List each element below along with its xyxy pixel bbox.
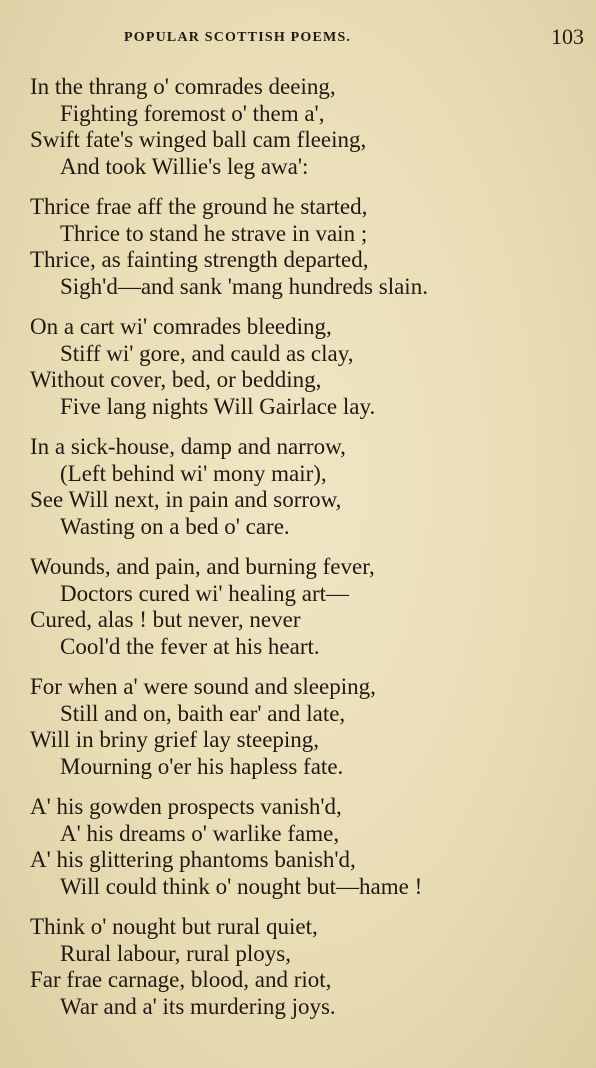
stanza [0, 674, 596, 780]
poem-line: Thrice frae aff the ground he started, [30, 194, 368, 219]
poem-line: A' his glittering phantoms banish'd, [30, 847, 356, 872]
poem-line: Rural labour, rural ploys, [60, 940, 291, 966]
page-header [0, 24, 596, 54]
poem-line: And took Willie's leg awa': [60, 153, 309, 179]
poem-line: Far frae carnage, blood, and riot, [30, 967, 332, 992]
stanza [0, 194, 596, 300]
poem-line: Swift fate's winged ball cam fleeing, [30, 127, 367, 152]
poem-line: Mourning o'er his hapless fate. [60, 753, 344, 779]
page-number: 103 [551, 24, 584, 49]
poem-line: See Will next, in pain and sorrow, [30, 487, 342, 512]
poem-line: A' his dreams o' warlike fame, [60, 820, 340, 846]
stanza [0, 314, 596, 420]
poem-body [0, 74, 596, 1034]
poem-line: Wasting on a bed o' care. [60, 513, 290, 539]
poem-line: Think o' nought but rural quiet, [30, 914, 318, 939]
poem-line: On a cart wi' comrades bleeding, [30, 314, 332, 339]
stanza [0, 434, 596, 540]
poem-line: Thrice, as fainting strength departed, [30, 247, 369, 272]
poem-line: Stiff wi' gore, and cauld as clay, [60, 340, 354, 366]
stanza [0, 74, 596, 180]
poem-line: (Left behind wi' mony mair), [60, 460, 327, 486]
poem-line: In a sick-house, damp and narrow, [30, 434, 346, 459]
poem-line: Cool'd the fever at his heart. [60, 633, 320, 659]
stanza [0, 794, 596, 900]
poem-line: Doctors cured wi' healing art— [60, 580, 349, 606]
poem-line: Will in briny grief lay steeping, [30, 727, 320, 752]
poem-line: Wounds, and pain, and burning fever, [30, 554, 375, 579]
poem-line: Thrice to stand he strave in vain ; [60, 220, 368, 246]
poem-line: Sigh'd—and sank 'mang hundreds slain. [60, 273, 428, 299]
poem-line: A' his gowden prospects vanish'd, [30, 794, 342, 819]
poem-line: Five lang nights Will Gairlace lay. [60, 393, 376, 419]
poem-line: Fighting foremost o' them a', [60, 100, 325, 126]
poem-line: War and a' its murdering joys. [60, 993, 336, 1019]
poem-line: For when a' were sound and sleeping, [30, 674, 376, 699]
poem-line: In the thrang o' comrades deeing, [30, 74, 336, 99]
stanza [0, 914, 596, 1020]
poem-line: Without cover, bed, or bedding, [30, 367, 322, 392]
stanza [0, 554, 596, 660]
running-head: POPULAR SCOTTISH POEMS. [124, 30, 352, 45]
poem-line: Cured, alas ! but never, never [30, 607, 301, 632]
poem-line: Will could think o' nought but—hame ! [60, 873, 423, 899]
poem-line: Still and on, baith ear' and late, [60, 700, 346, 726]
